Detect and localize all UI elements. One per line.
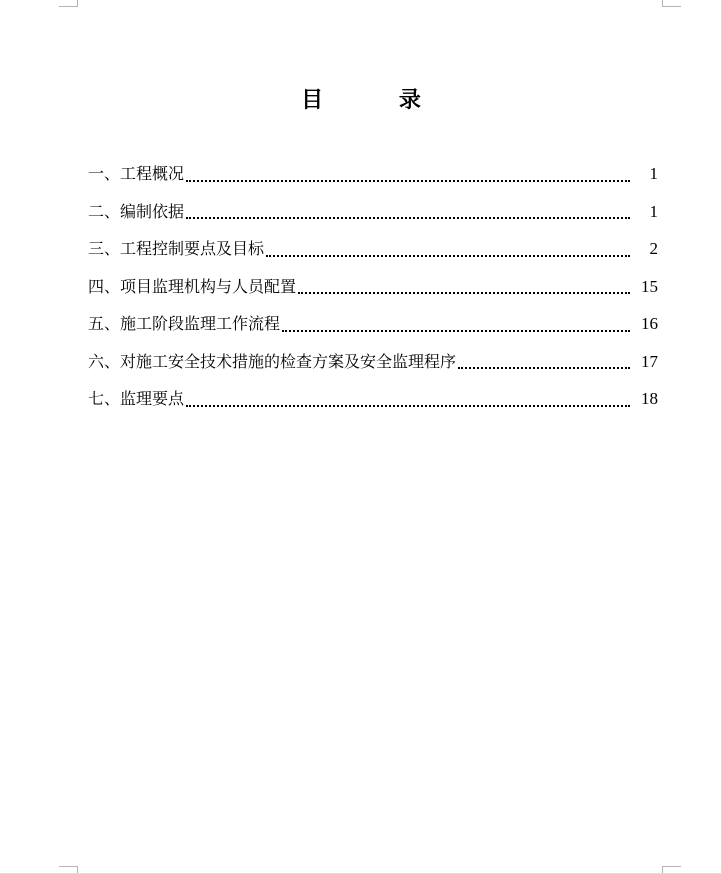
toc-entry[interactable] [88,271,658,309]
toc-entry-label: 七、监理要点 [88,389,185,408]
table-of-contents [88,158,658,421]
toc-dot-leader [266,255,630,257]
toc-entry-label: 二、编制依据 [88,201,185,221]
toc-page-number: 15 [641,276,658,296]
toc-page-number: 1 [649,201,658,221]
toc-entry-label: 一、工程概况 [88,164,185,183]
page-title: 目 录 [301,87,455,113]
toc-entry[interactable] [88,158,658,196]
toc-page-number: 2 [649,239,658,258]
toc-page-number: 17 [641,351,658,371]
toc-entry[interactable] [88,346,658,384]
toc-dot-leader [298,292,630,294]
toc-dot-leader [282,330,630,332]
toc-page-number: 1 [649,164,658,183]
page-corner-mark-bottom-left [59,866,78,873]
toc-page-number: 16 [641,314,658,333]
toc-page-number: 18 [641,389,658,408]
toc-entry[interactable] [88,383,658,421]
toc-entry-label: 五、施工阶段监理工作流程 [88,314,281,333]
toc-entry-label: 三、工程控制要点及目标 [88,239,265,258]
toc-entry[interactable] [88,196,658,234]
page-corner-mark-top-right [662,0,681,7]
toc-entry-label: 六、对施工安全技术措施的检查方案及安全监理程序 [88,351,457,371]
toc-dot-leader [458,367,630,369]
toc-dot-leader [186,217,630,219]
toc-dot-leader [186,405,630,407]
toc-dot-leader [186,180,630,182]
toc-entry-label: 四、项目监理机构与人员配置 [88,276,297,296]
page-corner-mark-bottom-right [662,866,681,873]
toc-entry[interactable] [88,308,658,346]
page-corner-mark-top-left [59,0,78,7]
toc-entry[interactable] [88,233,658,271]
